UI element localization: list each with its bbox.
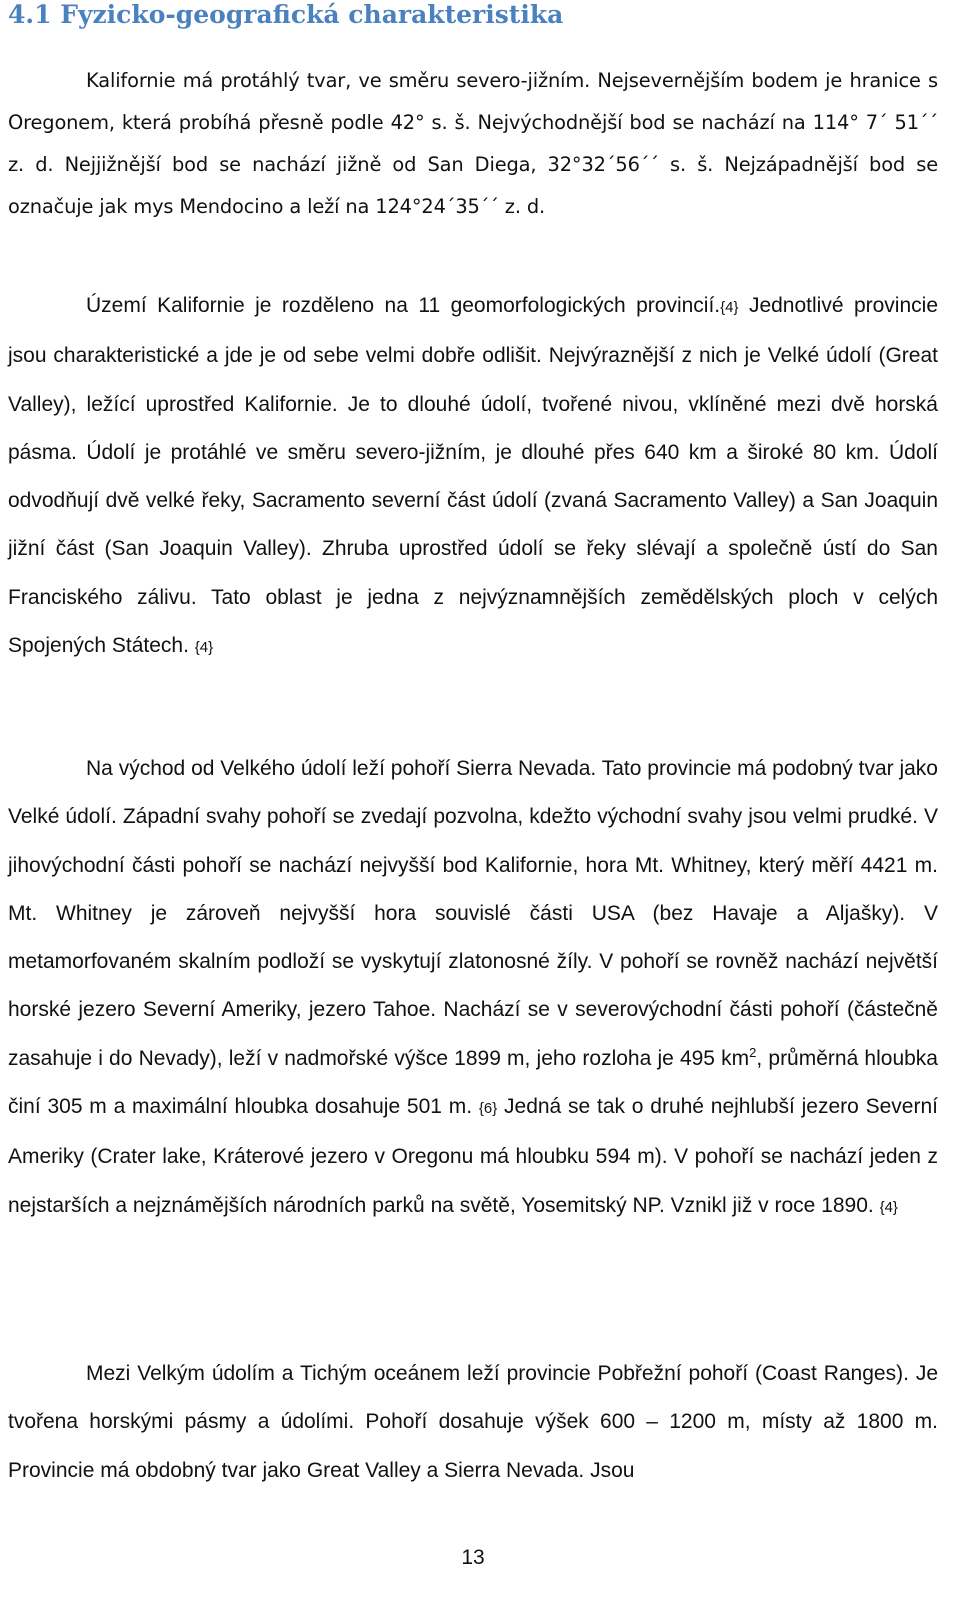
citation-ref: {4} — [879, 1198, 898, 1216]
paragraph-coast-ranges-text: Mezi Velkým údolím a Tichým oceánem leží provincie Pobřežní pohoří (Coast Ranges). Je tvořena horskými pásmy a údolími. Pohoří dosahuje výšek 600 – 1200 m, místy až 1800 m. Provincie má obdobný tvar jako Great Valley a Sierra Nevada. Jsou — [8, 1362, 938, 1482]
paragraph-text: Území Kalifornie je rozděleno na 11 geomorfologických provincií. — [86, 294, 721, 317]
paragraph-text: Jednotlivé provincie jsou charakteristické a jde je od sebe velmi dobře odlišit. Nejvýraznější z nich je Velké údolí (Great Valley), ležící uprostřed Kalifornie. Je to dlouhé údolí, tvořené nivou, vklíněné mezi dvě horská pásma. Údolí je protáhlé ve směru severo-jižním, je dlouhé přes 640 km a široké 80 km. Údolí odvodňují dvě velké řeky, Sacramento severní část údolí (zvaná Sacramento Valley) a San Joaquin jižní část (San Joaquin Valley). Zhruba uprostřed údolí se řeky slévají a společně ústí do San Franciského zálivu. Tato oblast je jedna z nejvýznamnějších zemědělských ploch v celých Spojených Státech. — [8, 294, 938, 658]
document-page — [8, 0, 938, 1598]
page-number: 13 — [461, 1546, 485, 1569]
paragraph-extent — [8, 60, 938, 228]
paragraph-text: Na východ od Velkého údolí leží pohoří Sierra Nevada. Tato provincie má podobný tvar jako Velké údolí. Západní svahy pohoří se zvedají pozvolna, kdežto východní svahy jsou velmi prudké. V jihovýchodní části pohoří se nachází nejvyšší bod Kalifornie, hora Mt. Whitney, který měří 4421 m. Mt. Whitney je zároveň nejvyšší hora souvislé části USA (bez Havaje a Aljašky). V metamorfovaném skalním podloží se vyskytují zlatonosné žíly. V pohoří se rovněž nachází největší horské jezero Severní Ameriky, jezero Tahoe. Nachází se v severovýchodní části pohoří (částečně zasahuje i do Nevady), leží v nadmořské výšce 1899 m, jeho rozloha je 495 km — [8, 757, 938, 1070]
citation-ref: {4} — [720, 299, 739, 316]
paragraph-text: Jedná se tak o druhé nejhlubší jezero Severní Ameriky (Crater lake, Kráterové jezero v Oregonu má hloubku 594 m). V pohoří se nachází jeden z nejstarších a nejznámějších národních parků na světě, Yosemitský NP. Vznikl již v roce 1890. — [8, 1095, 938, 1217]
paragraph-great-valley — [8, 282, 938, 672]
paragraph-coast-ranges — [8, 1350, 938, 1495]
paragraph-extent-text: Kalifornie má protáhlý tvar, ve směru severo-jižním. Nejsevernějším bodem je hranice s Oregonem, která probíhá přesně podle 42° s. š. Nejvýchodnější bod se nachází na 114° 7´ 51´´ z. d. Nejjižnější bod se nachází jižně od San Diega, 32°32´56´´ s. š. Nejzápadnější bod se označuje jak mys Mendocino a leží na 124°24´35´´ z. d. — [8, 69, 938, 218]
citation-ref: {4} — [194, 639, 214, 657]
paragraph-sierra-nevada — [8, 745, 938, 1232]
citation-ref: {6} — [478, 1100, 498, 1118]
section-heading: 4.1 Fyzicko-geografická charakteristika — [8, 0, 564, 29]
paragraph-text: , průměrná hloubka činí 305 m a maximální hloubka dosahuje 501 m. — [8, 1046, 938, 1119]
superscript-exponent: 2 — [749, 1044, 757, 1060]
